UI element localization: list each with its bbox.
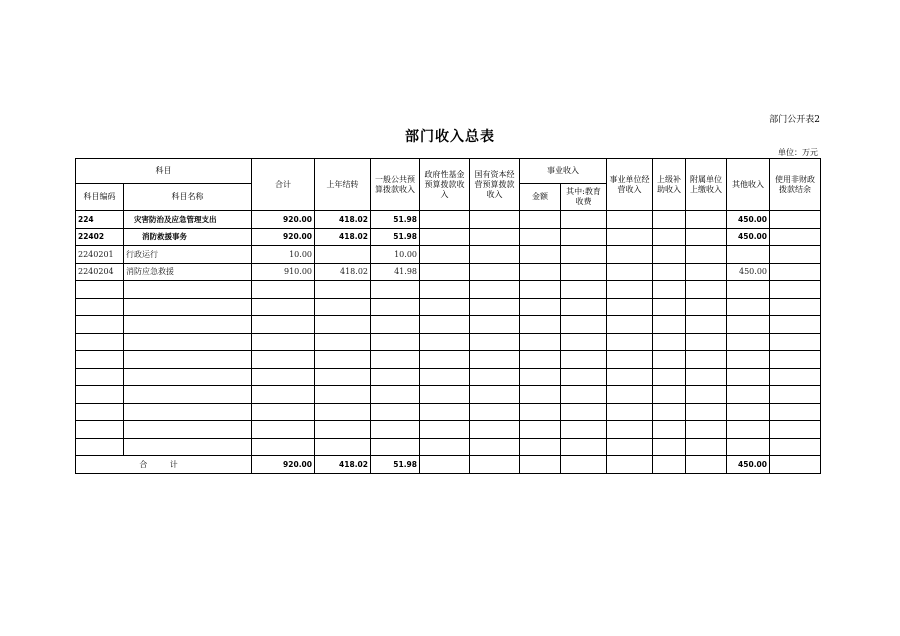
empty-cell <box>607 386 653 404</box>
empty-row <box>76 403 821 421</box>
empty-cell <box>653 281 686 299</box>
empty-cell <box>727 333 770 351</box>
empty-cell <box>686 281 727 299</box>
empty-cell <box>315 386 371 404</box>
state-capital-cell <box>470 263 520 281</box>
empty-row <box>76 298 821 316</box>
total-gov-fund-cell <box>420 456 470 474</box>
empty-cell <box>770 281 821 299</box>
total-other-cell: 450.00 <box>727 456 770 474</box>
subject-code-cell: 2240201 <box>76 246 124 264</box>
empty-cell <box>607 421 653 439</box>
other-cell: 450.00 <box>727 228 770 246</box>
gov-fund-cell <box>420 263 470 281</box>
header-general-budget: 一般公共预算拨款收入 <box>371 159 420 211</box>
total-row <box>76 456 821 474</box>
empty-cell <box>686 438 727 456</box>
unit-operation-cell <box>607 263 653 281</box>
table-row <box>76 228 821 246</box>
carryover-cell <box>315 246 371 264</box>
empty-cell <box>770 421 821 439</box>
empty-cell <box>420 386 470 404</box>
header-unit-operation: 事业单位经营收入 <box>607 159 653 211</box>
empty-cell <box>520 351 561 369</box>
empty-cell <box>470 368 520 386</box>
empty-cell <box>76 386 124 404</box>
empty-cell <box>371 351 420 369</box>
empty-cell <box>124 438 252 456</box>
superior-cell <box>653 228 686 246</box>
empty-row <box>76 351 821 369</box>
empty-cell <box>653 438 686 456</box>
amount-cell <box>520 228 561 246</box>
table-body <box>76 211 821 474</box>
empty-cell <box>770 386 821 404</box>
total-cell: 10.00 <box>252 246 315 264</box>
empty-cell <box>315 298 371 316</box>
empty-cell <box>420 316 470 334</box>
empty-cell <box>686 421 727 439</box>
empty-cell <box>252 403 315 421</box>
header-subject: 科目 <box>76 159 252 184</box>
empty-cell <box>124 368 252 386</box>
amount-cell <box>520 246 561 264</box>
empty-cell <box>653 386 686 404</box>
empty-cell <box>561 403 607 421</box>
empty-cell <box>686 386 727 404</box>
unit-operation-cell <box>607 246 653 264</box>
empty-cell <box>561 298 607 316</box>
empty-cell <box>686 333 727 351</box>
empty-cell <box>686 403 727 421</box>
empty-cell <box>76 351 124 369</box>
empty-cell <box>607 403 653 421</box>
empty-cell <box>420 298 470 316</box>
total-label-cell: 合 计 <box>76 456 252 474</box>
header-subject-code: 科目编码 <box>76 184 124 211</box>
empty-cell <box>470 386 520 404</box>
empty-cell <box>561 421 607 439</box>
empty-cell <box>420 438 470 456</box>
empty-cell <box>470 351 520 369</box>
empty-cell <box>76 421 124 439</box>
table-row <box>76 211 821 229</box>
empty-cell <box>76 298 124 316</box>
empty-cell <box>76 333 124 351</box>
empty-cell <box>770 333 821 351</box>
empty-cell <box>371 403 420 421</box>
empty-cell <box>607 281 653 299</box>
total-affiliate-cell <box>686 456 727 474</box>
empty-cell <box>770 368 821 386</box>
empty-cell <box>371 316 420 334</box>
superior-cell <box>653 263 686 281</box>
empty-cell <box>76 438 124 456</box>
empty-cell <box>520 386 561 404</box>
empty-cell <box>727 386 770 404</box>
empty-cell <box>607 333 653 351</box>
carryover-cell: 418.02 <box>315 228 371 246</box>
amount-cell <box>520 211 561 229</box>
carryover-cell: 418.02 <box>315 263 371 281</box>
empty-cell <box>470 421 520 439</box>
affiliate-cell <box>686 228 727 246</box>
total-cell: 920.00 <box>252 211 315 229</box>
header-affiliate-turnover: 附属单位上缴收入 <box>686 159 727 211</box>
empty-row <box>76 386 821 404</box>
empty-cell <box>252 281 315 299</box>
empty-row <box>76 281 821 299</box>
general-cell: 51.98 <box>371 211 420 229</box>
table-row <box>76 246 821 264</box>
empty-cell <box>315 351 371 369</box>
empty-row <box>76 368 821 386</box>
affiliate-cell <box>686 246 727 264</box>
empty-cell <box>470 316 520 334</box>
subject-name-cell: 消防救援事务 <box>124 228 252 246</box>
empty-cell <box>252 298 315 316</box>
empty-cell <box>653 333 686 351</box>
empty-cell <box>470 281 520 299</box>
empty-cell <box>252 333 315 351</box>
empty-cell <box>520 421 561 439</box>
header-other-income: 其他收入 <box>727 159 770 211</box>
empty-cell <box>371 421 420 439</box>
empty-cell <box>420 281 470 299</box>
empty-cell <box>470 403 520 421</box>
empty-cell <box>315 403 371 421</box>
empty-cell <box>124 403 252 421</box>
total-general-cell: 51.98 <box>371 456 420 474</box>
page-title: 部门收入总表 <box>405 129 495 145</box>
empty-cell <box>124 351 252 369</box>
general-cell: 51.98 <box>371 228 420 246</box>
empty-cell <box>420 351 470 369</box>
empty-cell <box>727 316 770 334</box>
gov-fund-cell <box>420 211 470 229</box>
empty-cell <box>315 368 371 386</box>
empty-cell <box>470 333 520 351</box>
empty-cell <box>76 316 124 334</box>
other-cell: 450.00 <box>727 263 770 281</box>
total-edu-fee-cell <box>561 456 607 474</box>
gov-fund-cell <box>420 228 470 246</box>
empty-cell <box>520 368 561 386</box>
empty-cell <box>520 333 561 351</box>
form-number: 部门公开表2 <box>769 115 820 125</box>
empty-cell <box>315 421 371 439</box>
general-cell: 41.98 <box>371 263 420 281</box>
non-fiscal-cell <box>770 263 821 281</box>
empty-cell <box>520 403 561 421</box>
empty-cell <box>520 298 561 316</box>
empty-cell <box>770 351 821 369</box>
empty-cell <box>520 281 561 299</box>
empty-cell <box>124 421 252 439</box>
unit-label: 单位：万元 <box>778 148 818 157</box>
empty-cell <box>561 351 607 369</box>
total-cell: 910.00 <box>252 263 315 281</box>
empty-cell <box>561 368 607 386</box>
empty-cell <box>124 281 252 299</box>
empty-cell <box>653 403 686 421</box>
empty-cell <box>315 281 371 299</box>
income-summary-table <box>75 158 821 474</box>
empty-cell <box>315 333 371 351</box>
empty-cell <box>653 368 686 386</box>
subject-code-cell: 22402 <box>76 228 124 246</box>
empty-cell <box>607 368 653 386</box>
empty-cell <box>124 386 252 404</box>
header-business-income: 事业收入 <box>520 159 607 184</box>
non-fiscal-cell <box>770 246 821 264</box>
header-carryover: 上年结转 <box>315 159 371 211</box>
empty-cell <box>686 316 727 334</box>
empty-cell <box>770 316 821 334</box>
empty-cell <box>607 316 653 334</box>
empty-cell <box>561 386 607 404</box>
header-amount: 金额 <box>520 184 561 211</box>
subject-name-cell: 消防应急救援 <box>124 263 252 281</box>
unit-operation-cell <box>607 211 653 229</box>
empty-cell <box>76 368 124 386</box>
empty-cell <box>420 403 470 421</box>
empty-cell <box>770 438 821 456</box>
state-capital-cell <box>470 228 520 246</box>
empty-cell <box>727 298 770 316</box>
non-fiscal-cell <box>770 228 821 246</box>
empty-row <box>76 316 821 334</box>
other-cell: 450.00 <box>727 211 770 229</box>
empty-cell <box>470 438 520 456</box>
empty-cell <box>76 281 124 299</box>
empty-cell <box>470 298 520 316</box>
empty-cell <box>653 351 686 369</box>
empty-cell <box>727 403 770 421</box>
total-unit-operation-cell <box>607 456 653 474</box>
edu-fee-cell <box>561 228 607 246</box>
subject-name-cell: 行政运行 <box>124 246 252 264</box>
header-non-fiscal-balance: 使用非财政拨款结余 <box>770 159 821 211</box>
subject-code-cell: 224 <box>76 211 124 229</box>
total-amount-cell <box>520 456 561 474</box>
subject-code-cell: 2240204 <box>76 263 124 281</box>
empty-cell <box>252 316 315 334</box>
header-state-capital: 国有资本经营预算拨款收入 <box>470 159 520 211</box>
empty-cell <box>252 438 315 456</box>
empty-cell <box>520 316 561 334</box>
empty-cell <box>686 351 727 369</box>
header-edu-fee: 其中:教育收费 <box>561 184 607 211</box>
empty-cell <box>420 333 470 351</box>
empty-cell <box>607 438 653 456</box>
empty-cell <box>371 386 420 404</box>
empty-cell <box>252 368 315 386</box>
empty-cell <box>252 386 315 404</box>
empty-cell <box>252 351 315 369</box>
empty-cell <box>727 421 770 439</box>
empty-cell <box>561 316 607 334</box>
empty-cell <box>371 368 420 386</box>
superior-cell <box>653 246 686 264</box>
empty-cell <box>76 403 124 421</box>
amount-cell <box>520 263 561 281</box>
empty-cell <box>371 333 420 351</box>
empty-cell <box>727 351 770 369</box>
empty-cell <box>770 403 821 421</box>
total-non-fiscal-cell <box>770 456 821 474</box>
total-superior-cell <box>653 456 686 474</box>
empty-cell <box>124 333 252 351</box>
edu-fee-cell <box>561 263 607 281</box>
empty-cell <box>653 421 686 439</box>
non-fiscal-cell <box>770 211 821 229</box>
header-gov-fund: 政府性基金预算拨款收入 <box>420 159 470 211</box>
general-cell: 10.00 <box>371 246 420 264</box>
affiliate-cell <box>686 263 727 281</box>
empty-cell <box>770 298 821 316</box>
state-capital-cell <box>470 211 520 229</box>
total-carryover-cell: 418.02 <box>315 456 371 474</box>
empty-cell <box>607 351 653 369</box>
empty-cell <box>686 298 727 316</box>
empty-cell <box>727 368 770 386</box>
header-superior-subsidy: 上级补助收入 <box>653 159 686 211</box>
superior-cell <box>653 211 686 229</box>
total-total-cell: 920.00 <box>252 456 315 474</box>
empty-cell <box>727 438 770 456</box>
carryover-cell: 418.02 <box>315 211 371 229</box>
empty-cell <box>124 298 252 316</box>
total-cell: 920.00 <box>252 228 315 246</box>
empty-cell <box>252 421 315 439</box>
empty-cell <box>561 333 607 351</box>
subject-name-cell: 灾害防治及应急管理支出 <box>124 211 252 229</box>
empty-cell <box>686 368 727 386</box>
empty-cell <box>124 316 252 334</box>
header-total: 合计 <box>252 159 315 211</box>
other-cell <box>727 246 770 264</box>
header-subject-name: 科目名称 <box>124 184 252 211</box>
empty-cell <box>420 368 470 386</box>
table-row <box>76 263 821 281</box>
edu-fee-cell <box>561 211 607 229</box>
empty-row <box>76 438 821 456</box>
empty-row <box>76 421 821 439</box>
empty-cell <box>371 281 420 299</box>
affiliate-cell <box>686 211 727 229</box>
empty-cell <box>420 421 470 439</box>
empty-cell <box>561 281 607 299</box>
empty-cell <box>315 316 371 334</box>
edu-fee-cell <box>561 246 607 264</box>
gov-fund-cell <box>420 246 470 264</box>
unit-operation-cell <box>607 228 653 246</box>
total-state-capital-cell <box>470 456 520 474</box>
empty-cell <box>727 281 770 299</box>
empty-cell <box>607 298 653 316</box>
empty-cell <box>653 316 686 334</box>
empty-cell <box>371 298 420 316</box>
empty-cell <box>371 438 420 456</box>
empty-cell <box>653 298 686 316</box>
empty-cell <box>561 438 607 456</box>
state-capital-cell <box>470 246 520 264</box>
empty-cell <box>315 438 371 456</box>
empty-row <box>76 333 821 351</box>
empty-cell <box>520 438 561 456</box>
